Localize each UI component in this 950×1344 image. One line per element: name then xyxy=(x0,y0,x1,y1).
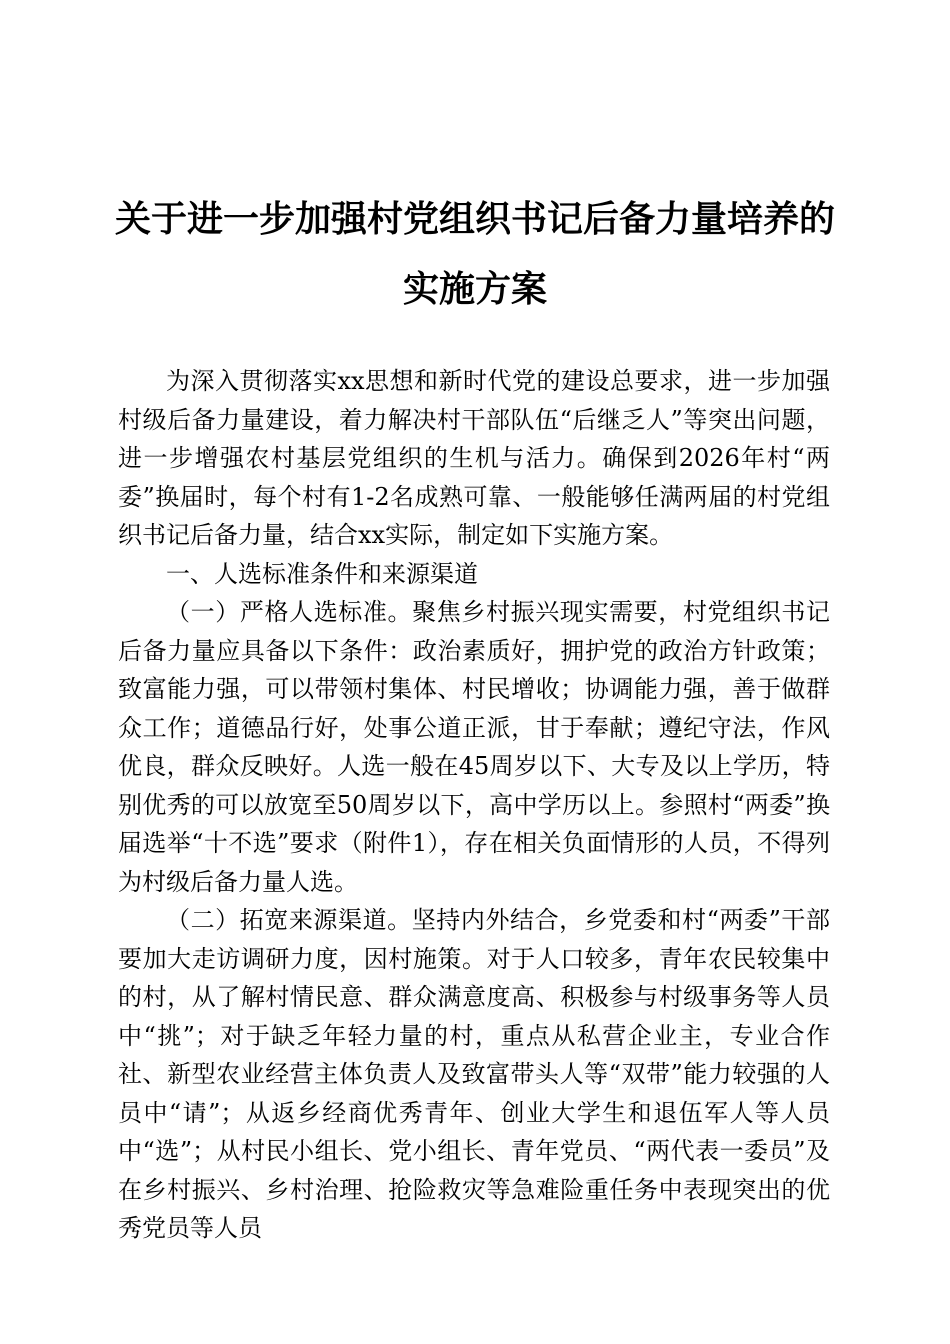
item-2-text: 坚持内外结合，乡党委和村“两委”干部要加大走访调研力度，因村施策。对于人口较多，青年农民较集中的村，从了解村情民意、群众满意度高、积极参与村级事务等人员中“挑”；对于缺乏年轻力量的村，重点从私营企业主，专业合作社、新型农业经营主体负责人及致富带头人等“双带”能力较强的人员中“请”；从返乡经商优秀青年、创业大学生和退伍军人等人员中“选”；从村民小组长、党小组长、青年党员、“两代表一委员”及在乡村振兴、乡村治理、抢险救灾等急难险重任务中表现突出的优秀党员等人员 xyxy=(118,906,831,1242)
intro-paragraph: 为深入贯彻落实xx思想和新时代党的建设总要求，进一步加强村级后备力量建设，着力解决村干部队伍“后继乏人”等突出问题，进一步增强农村基层党组织的生机与活力。确保到2026年村“两委”换届时，每个村有1-2名成熟可靠、一般能够任满两届的村党组织书记后备力量，结合xx实际，制定如下实施方案。 xyxy=(118,367,830,549)
item-1-text: 聚焦乡村振兴现实需要，村党组织书记后备力量应具备以下条件：政治素质好，拥护党的政治方针政策；致富能力强，可以带领村集体、村民增收；协调能力强，善于做群众工作；道德品行好，处事公道正派，甘于奉献；遵纪守法，作风优良，群众反映好。人选一般在45周岁以下、大专及以上学历，特别优秀的可以放宽至50周岁以下，高中学历以上。参照村“两委”换届选举“十不选”要求（附件1），存在相关负面情形的人员，不得列为村级后备力量人选。 xyxy=(118,598,831,896)
item-1-lead: （一）严格人选标准。 xyxy=(166,598,413,626)
item-1-paragraph xyxy=(118,593,830,901)
document-title-line-1: 关于进一步加强村党组织书记后备力量培养的 xyxy=(114,199,835,240)
item-2-lead: （二）拓宽来源渠道。 xyxy=(166,906,412,934)
item-2-paragraph xyxy=(118,901,830,1248)
document-body xyxy=(118,362,830,1248)
document-title-line-2: 实施方案 xyxy=(402,269,547,310)
section-heading: 一、人选标准条件和来源渠道 xyxy=(166,559,478,588)
